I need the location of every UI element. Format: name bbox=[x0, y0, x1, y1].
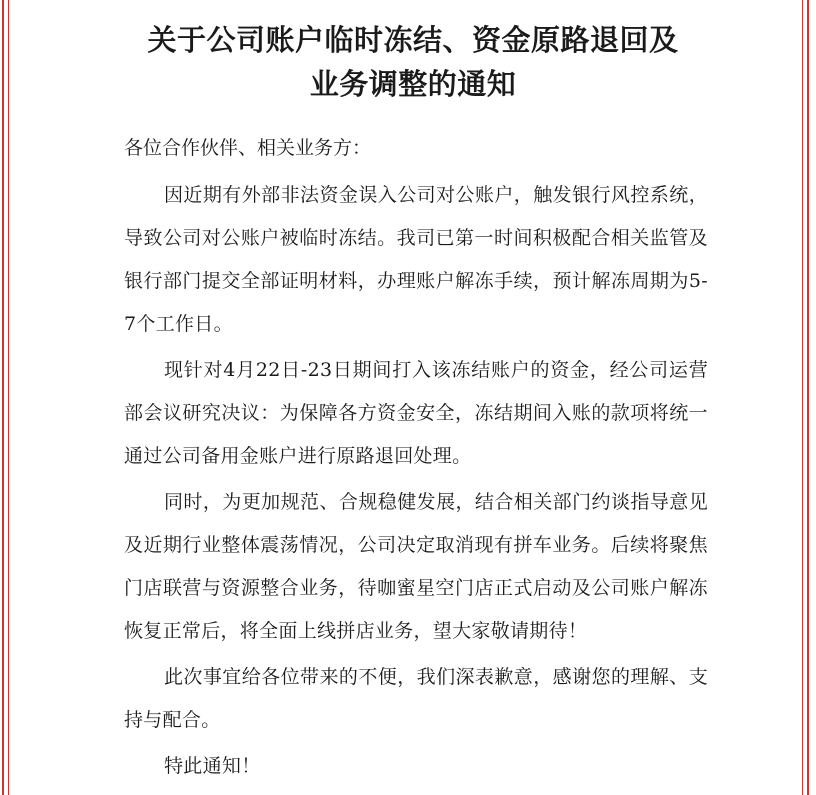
paragraph-refund: 现针对4月22日-23日期间打入该冻结账户的资金，经公司运营部会议研究决议：为保障各方资金安全，冻结期间入账的款项将统一通过公司备用金账户进行原路退回处理。 bbox=[124, 359, 708, 467]
notice-title bbox=[118, 18, 708, 106]
left-border-outer bbox=[2, 0, 4, 795]
left-border-inner bbox=[8, 0, 9, 795]
notice-document bbox=[124, 18, 708, 788]
title-line-2: 业务调整的通知 bbox=[309, 67, 517, 101]
right-border-outer bbox=[807, 0, 809, 795]
salutation: 各位合作伙伴、相关业务方： bbox=[124, 137, 372, 159]
paragraph-apology: 此次事宜给各位带来的不便，我们深表歉意，感谢您的理解、支持与配合。 bbox=[124, 666, 708, 731]
right-border-inner bbox=[802, 0, 803, 795]
paragraph-business-adjustment: 同时，为更加规范、合规稳健发展，结合相关部门约谈指导意见及近期行业整体震荡情况，公司决定取消现有拼车业务。后续将聚焦门店联营与资源整合业务，待咖蜜星空门店正式启动及公司账户解冻恢复正常后，将全面上线拼店业务，望大家敬请期待！ bbox=[124, 491, 708, 642]
paragraph-closing: 特此通知！ bbox=[164, 755, 261, 777]
paragraph-account-freeze: 因近期有外部非法资金误入公司对公账户，触发银行风控系统，导致公司对公账户被临时冻结。我司已第一时间积极配合相关监管及银行部门提交全部证明材料，办理账户解冻手续，预计解冻周期为5-7个工作日。 bbox=[124, 184, 708, 335]
title-line-1: 关于公司账户临时冻结、资金原路退回及 bbox=[147, 23, 679, 57]
